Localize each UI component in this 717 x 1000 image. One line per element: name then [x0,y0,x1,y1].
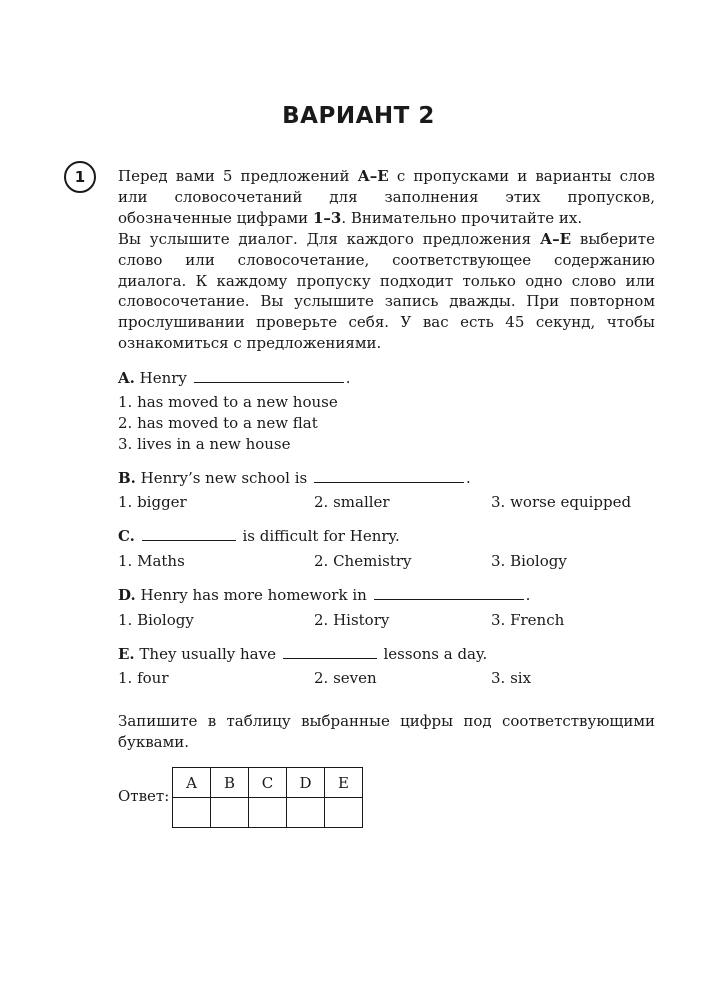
question-d [118,585,530,605]
question-text: Henry has more homework in [135,586,372,604]
answer-cell-e[interactable] [325,798,363,828]
answer-column-header: A [173,768,211,798]
question-letter: A. [118,369,135,387]
answer-cell-d[interactable] [287,798,325,828]
question-text: . [465,469,471,487]
answer-table [172,767,363,828]
question-letter: E. [118,645,135,663]
option: 3. French [491,611,565,629]
intro-text: с пропусками и варианты слов или словосочетаний для заполнения этих пропусков, обозначенные цифрами [118,167,655,227]
option: 2. seven [314,669,377,687]
option: 2. has moved to a new flat [118,414,318,432]
intro-bold: А–Е [539,230,572,248]
intro-text: выберите слово или словосочетание, соответствующее содержанию диалога. К каждому пропуску подходит только одно слово или словосочетание. Вы услышите запись дважды. При повторном прослушивании проверьте себя. У вас есть 45 секунд, чтобы ознакомиться с предложениями. [118,230,655,352]
question-b [118,468,471,488]
answer-column-header: B [211,768,249,798]
option: 1. Maths [118,552,185,570]
answer-input-row [173,798,363,828]
question-letter: D. [118,586,136,604]
answer-cell-c[interactable] [249,798,287,828]
question-text: They usually have [134,645,281,663]
intro-text: . Внимательно прочитайте их. [341,208,583,227]
option: 1. has moved to a new house [118,393,338,411]
question-text: . [525,586,531,604]
intro-text: Перед вами 5 предложений [118,167,358,185]
answer-blank [314,468,464,483]
question-text: Henry’s new school is [135,469,312,487]
answer-cell-b[interactable] [211,798,249,828]
page-title: ВАРИАНТ 2 [282,103,435,129]
answer-cell-a[interactable] [173,798,211,828]
answer-label: Ответ: [118,787,170,805]
question-text: lessons a day. [378,645,488,663]
answer-column-header: C [249,768,287,798]
answer-header-row [173,768,363,798]
question-a [118,368,350,388]
answer-blank [374,585,524,600]
question-text: . [345,369,351,387]
question-e [118,644,487,664]
question-text [135,527,140,545]
intro-bold: 1–3 [312,208,342,227]
task-number-badge: 1 [64,161,96,193]
option: 3. lives in a new house [118,435,291,453]
question-letter: B. [118,469,136,487]
option: 1. four [118,669,169,687]
intro-bold: А–Е [357,167,389,185]
option: 1. bigger [118,493,187,511]
answer-blank [194,368,344,383]
option: 2. Chemistry [314,552,412,570]
table-instruction: Запишите в таблицу выбранные цифры под соответствующими буквами. [118,712,655,751]
option: 3. Biology [491,552,567,570]
option: 2. smaller [314,493,390,511]
option: 3. worse equipped [491,493,632,511]
answer-column-header: E [325,768,363,798]
option: 1. Biology [118,611,194,629]
answer-blank [283,644,377,659]
intro-paragraph-2 [118,229,655,354]
answer-column-header: D [287,768,325,798]
answer-blank [142,526,236,541]
intro-paragraph-1 [118,166,655,228]
option: 3. six [491,669,532,687]
question-c [118,526,400,546]
option: 2. History [314,611,390,629]
question-text: is difficult for Henry. [237,527,400,545]
intro-text: Вы услышите диалог. Для каждого предложения [118,230,540,248]
question-text: Henry [134,369,192,387]
question-letter: C. [118,527,135,545]
